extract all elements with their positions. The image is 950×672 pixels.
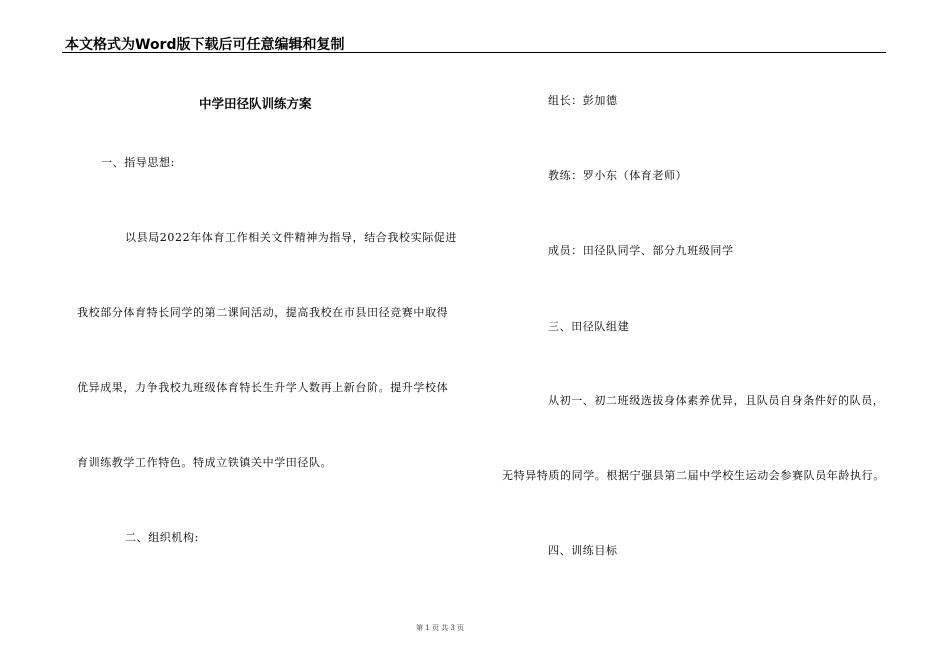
paragraph-line: 我校部分体育特长同学的第二课间活动，提高我校在市县田径竞赛中取得: [77, 306, 449, 319]
section-heading-guiding-ideology: 一、指导思想:: [101, 156, 175, 169]
section-heading-training-goals: 四、训练目标: [548, 544, 618, 557]
header-divider: [62, 52, 886, 53]
paragraph-line: 从初一、初二班级选拔身体素养优异，且队员自身条件好的队员，: [548, 394, 885, 407]
page-number: 第 1 页 共 3 页: [415, 624, 465, 632]
paragraph-line: 无特异特质的同学。根据宁强县第二届中学校生运动会参赛队员年龄执行。: [502, 469, 885, 482]
document-title: 中学田径队训练方案: [199, 96, 312, 111]
coach-line: 教练：罗小东（体育老师）: [548, 169, 688, 182]
paragraph-line: 育训练教学工作特色。特成立铁镇关中学田径队。: [77, 456, 333, 469]
section-heading-organization: 二、组织机构:: [125, 531, 199, 544]
paragraph-line: 优异成果，力争我校九班级体育特长生升学人数再上新台阶。提升学校体: [77, 381, 449, 394]
header-notice: 本文格式为Word版下载后可任意编辑和复制: [65, 37, 345, 53]
paragraph-line: 以县局2022年体育工作相关文件精神为指导，结合我校实际促进: [125, 231, 457, 244]
section-heading-team-formation: 三、田径队组建: [548, 320, 630, 333]
team-leader-line: 组长：彭加德: [548, 94, 618, 107]
members-line: 成员：田径队同学、部分九班级同学: [548, 244, 734, 257]
